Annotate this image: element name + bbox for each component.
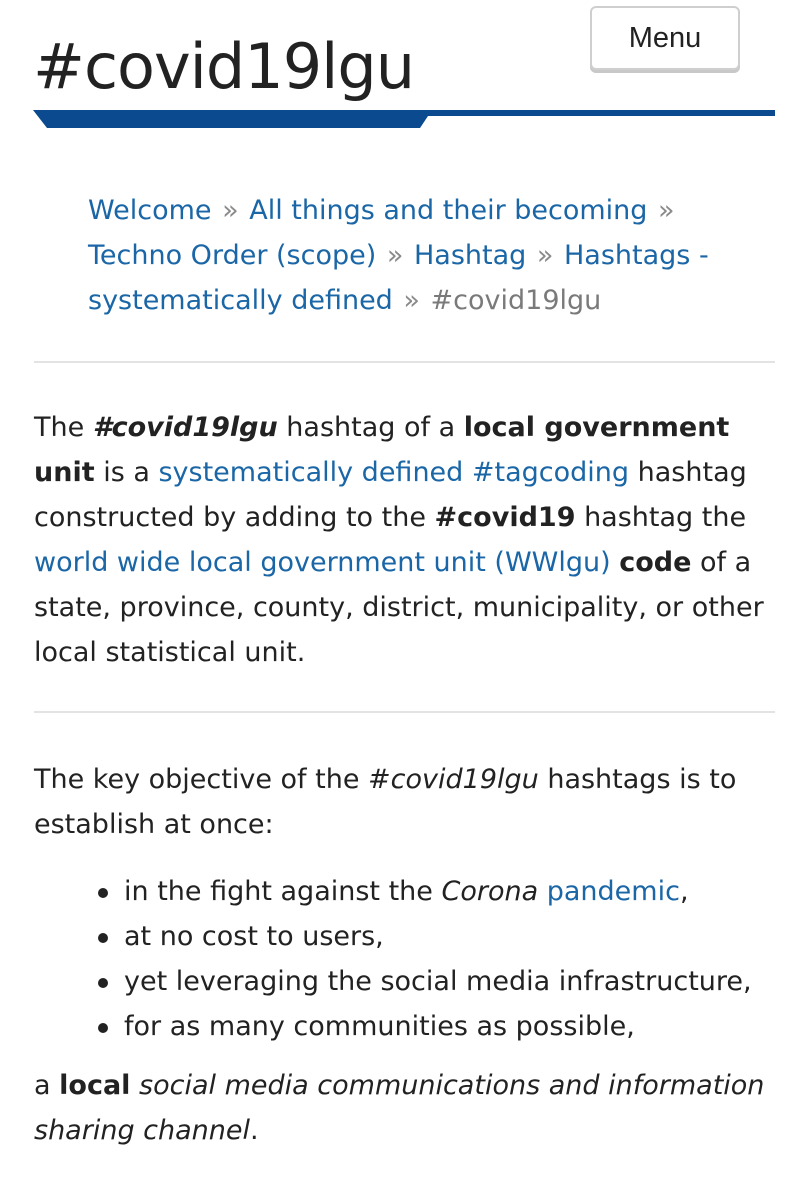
- tagcoding-link[interactable]: #tagcoding: [471, 457, 630, 488]
- objective-text: The key objective of the: [34, 764, 369, 795]
- breadcrumb-separator: »: [536, 240, 554, 271]
- list-item: [124, 869, 784, 914]
- objective-text: hashtags is to establish at once:: [34, 764, 737, 840]
- title-underline-shape: [33, 110, 775, 128]
- objective-list: [34, 869, 784, 1049]
- local-term: local: [59, 1070, 131, 1101]
- channel-description: social media communications and information sharing channel: [34, 1070, 765, 1146]
- breadcrumb-link-hashtag[interactable]: Hashtag: [413, 240, 527, 271]
- intro-lgu-term: local government unit: [34, 412, 730, 488]
- breadcrumb-link-welcome[interactable]: Welcome: [88, 195, 212, 226]
- breadcrumb: [88, 188, 738, 323]
- intro-text: [611, 547, 620, 578]
- site-header: [0, 0, 809, 140]
- closing-paragraph: [34, 1063, 779, 1153]
- list-item: yet leveraging the social media infrastructure,: [124, 959, 784, 1004]
- list-item: for as many communities as possible,: [124, 1004, 784, 1049]
- breadcrumb-current: #covid19lgu: [430, 285, 602, 316]
- breadcrumb-separator: »: [658, 195, 675, 226]
- breadcrumb-separator: »: [222, 195, 239, 226]
- closing-text: a: [34, 1070, 60, 1101]
- pandemic-link[interactable]: pandemic: [546, 876, 680, 907]
- title-underline-bar: [33, 110, 775, 130]
- closing-text: [130, 1070, 139, 1101]
- corona-term: Corona: [441, 876, 539, 907]
- main-content: [34, 188, 784, 1153]
- intro-text: hashtag of a: [277, 412, 464, 443]
- intro-text: [463, 457, 472, 488]
- intro-text: The: [34, 412, 93, 443]
- breadcrumb-link-techno-order[interactable]: Techno Order (scope): [88, 240, 377, 271]
- list-item-text: [538, 876, 547, 907]
- closing-text: .: [250, 1115, 259, 1146]
- wwlgu-link[interactable]: world wide local government unit (WWlgu): [34, 547, 611, 578]
- section-divider: [34, 361, 775, 363]
- breadcrumb-link-hashtags-defined[interactable]: Hashtags - systematically defined: [88, 240, 709, 316]
- intro-paragraph: [34, 405, 779, 675]
- list-item-text: in the fight against the: [124, 876, 442, 907]
- breadcrumb-separator: »: [403, 285, 420, 316]
- intro-text: is a: [94, 457, 159, 488]
- list-item-text: ,: [679, 876, 689, 907]
- section-divider: [34, 711, 775, 713]
- intro-hashtag: #covid19lgu: [92, 412, 278, 443]
- list-item: at no cost to users,: [124, 914, 784, 959]
- objective-paragraph: [34, 757, 779, 847]
- page-title: #covid19lgu: [33, 30, 415, 103]
- breadcrumb-separator: »: [386, 240, 404, 271]
- systematically-defined-link[interactable]: systematically defined: [158, 457, 464, 488]
- intro-text: hashtag constructed by adding to the: [34, 457, 747, 533]
- intro-text: of a state, province, county, district, municipality, or other local statistical unit.: [34, 547, 764, 668]
- code-term: code: [619, 547, 692, 578]
- menu-button[interactable]: Menu: [590, 6, 740, 70]
- intro-text: hashtag the: [575, 502, 747, 533]
- breadcrumb-link-all-things[interactable]: All things and their becoming: [249, 195, 648, 226]
- objective-hashtag: #covid19lgu: [368, 764, 539, 795]
- covid19-hashtag: #covid19: [434, 502, 576, 533]
